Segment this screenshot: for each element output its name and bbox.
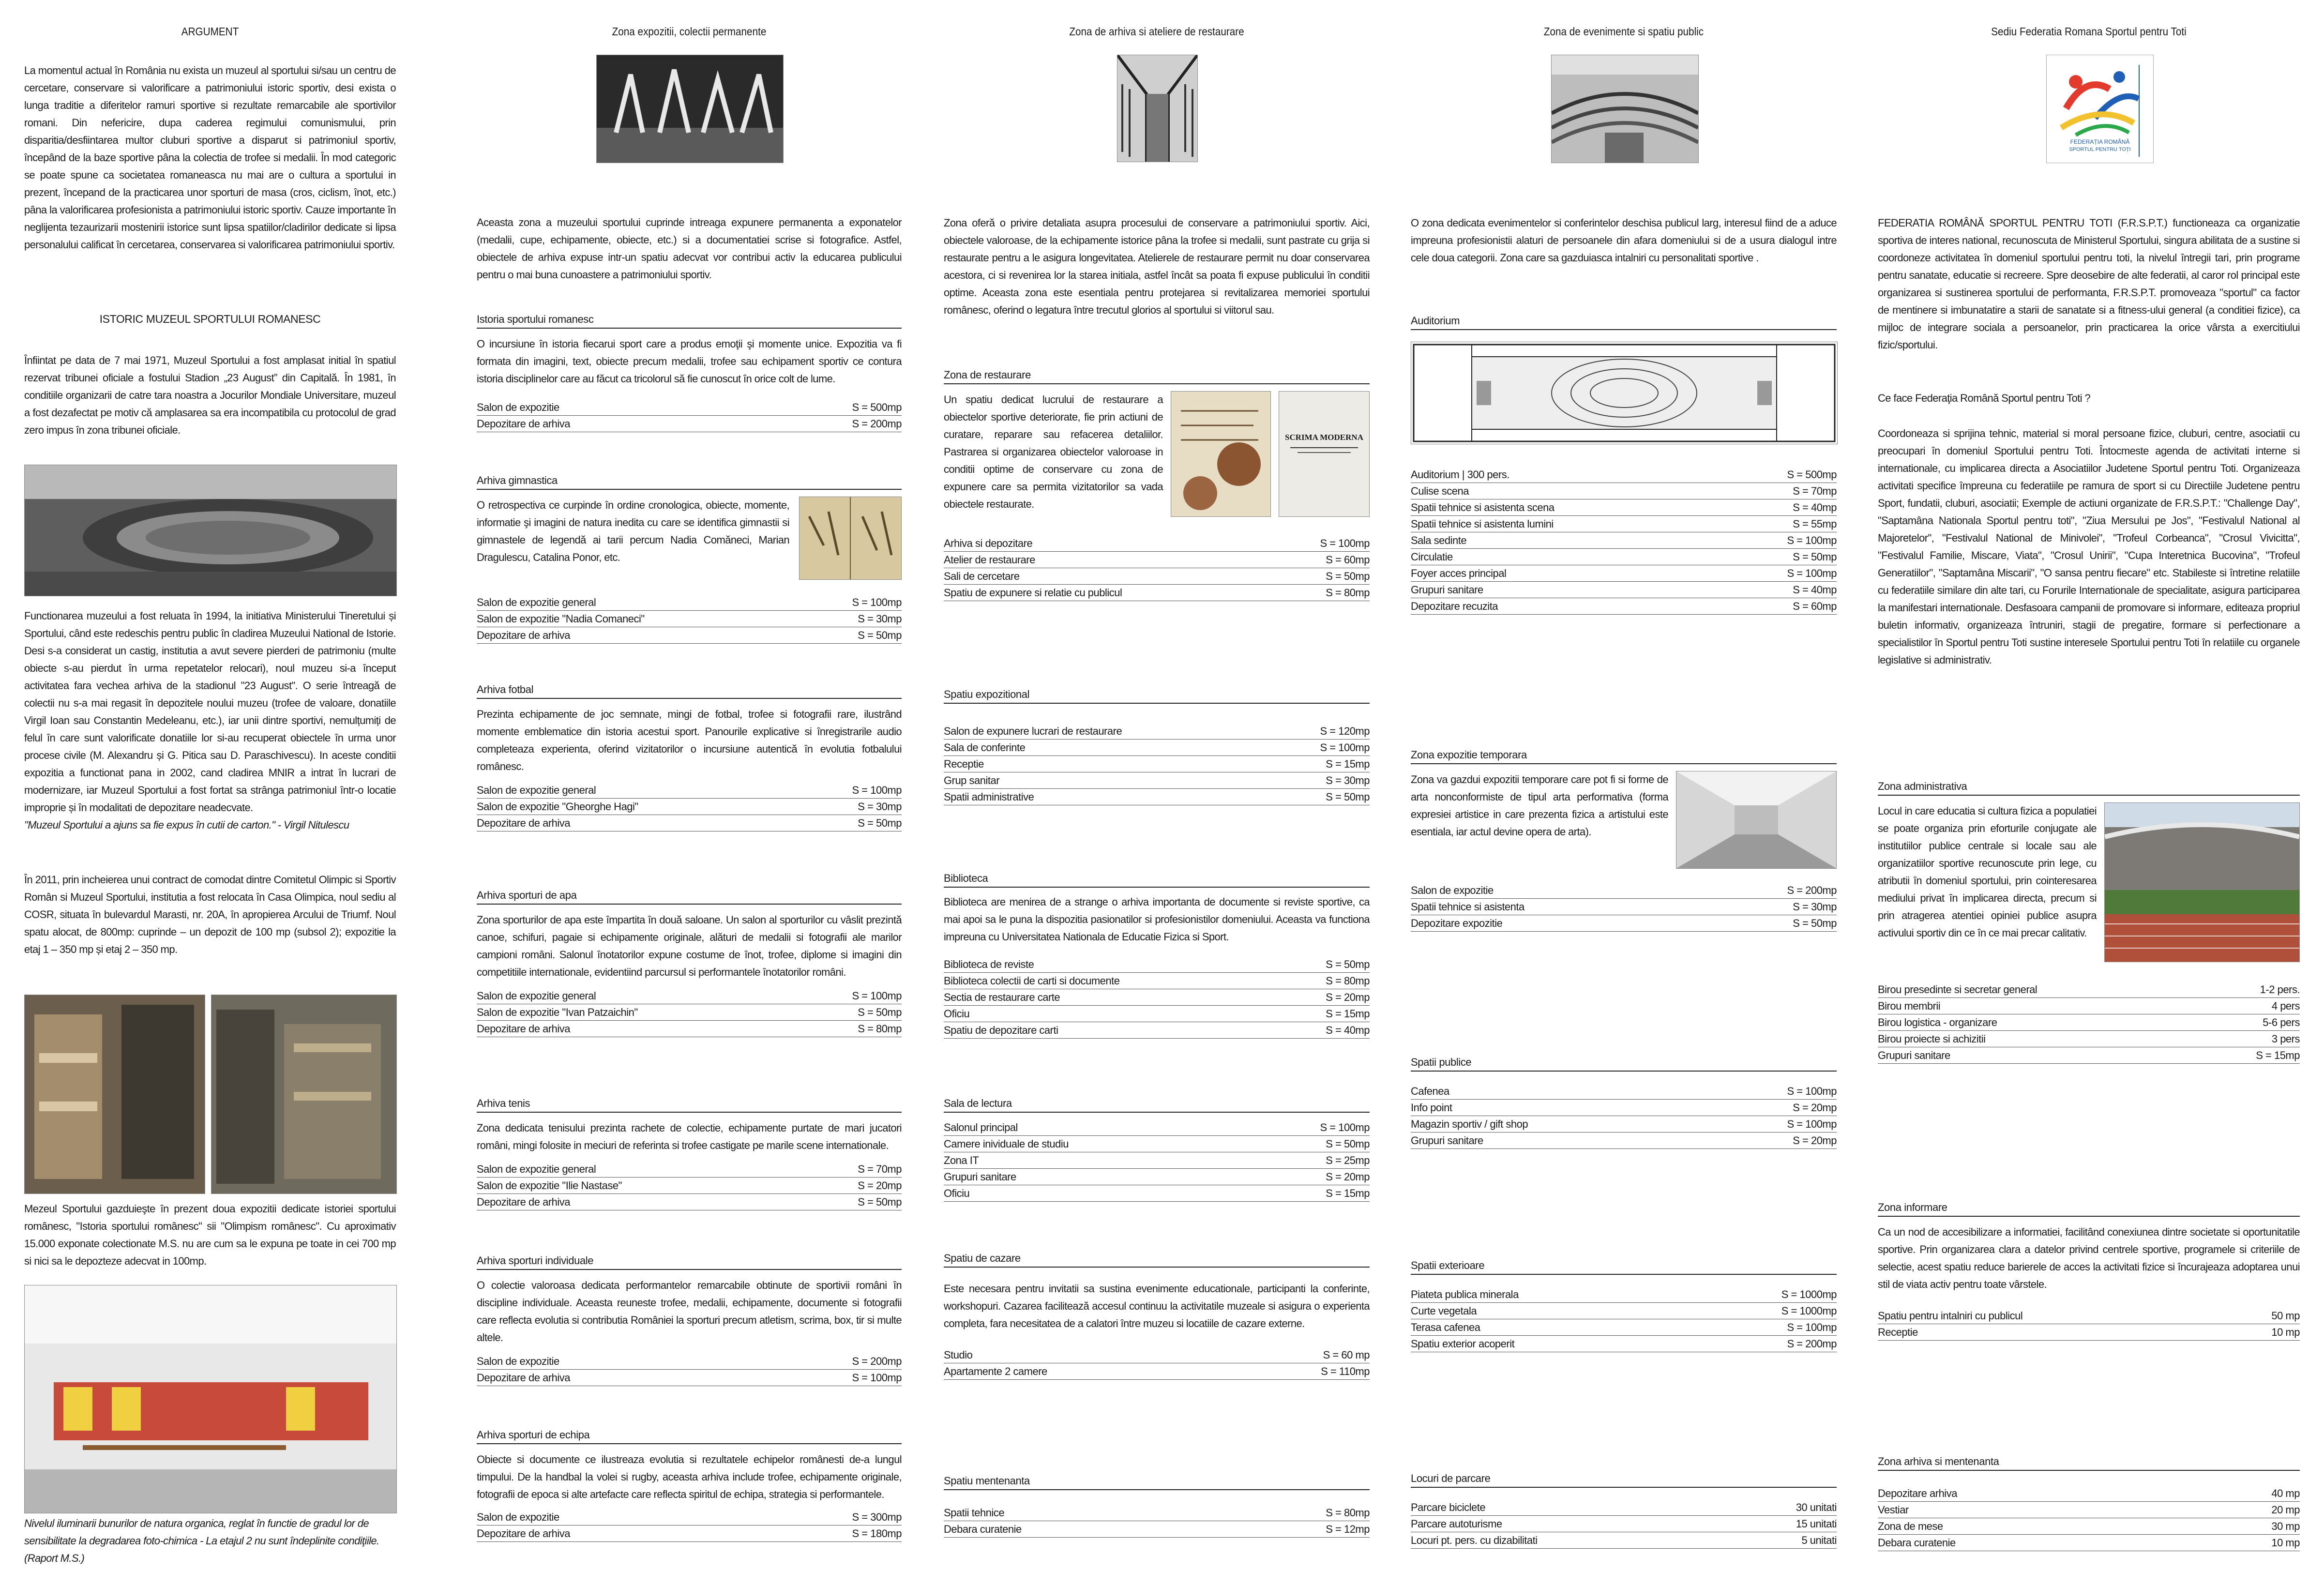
federatie-body-block — [1878, 425, 2300, 669]
photo-caption-block — [24, 1515, 396, 1567]
evenimente-intro-block — [1411, 214, 1837, 267]
federatie-question-block — [1878, 390, 2300, 407]
table-row: Spatiu de depozitare carti S = 40mp — [944, 1022, 1370, 1039]
table-row: Birou presedinte si secretar general 1-2 pers. — [1878, 982, 2300, 998]
table-row: Depozitare de arhiva S = 200mp — [477, 416, 902, 432]
logo-text-2: SPORTUL PENTRU TOȚI — [2069, 147, 2131, 152]
section-heading: Sala de lectura — [944, 1096, 1370, 1113]
area-table — [944, 1119, 1370, 1202]
section-spatiu-mentenanta — [944, 1474, 1370, 1538]
table-row: Locuri pt. pers. cu dizabilitati 5 unitati — [1411, 1532, 1837, 1549]
federatie-intro: FEDERATIA ROMÂNĂ SPORTUL PENTRU TOTI (F.R.S.P.T.) functioneaza ca organizatie sportiva de interes national, recunoscuta de Ministerul Sportului, singura abilitata de a sustine si coordoneze activitatea în domeniul sportului pentru toti, la nivelul întregii tari, prin programe pentru sanatate, educatie si recreere. Spre deosebire de alte federatii, al caror rol principal este organizarea si sustinerea sportului de performanta, F.R.S.P.T. promoveaza "sportul" ca factor de mentinere si imbunatatire a starii de sanatate si a fitness-ului general (a conditiei fizice), ca mijloc de integrare sociala a persoanelor, prin practicarea la orice vârsta a exercitiului fizic/sportului. — [1878, 217, 2300, 351]
table-row: Atelier de restaurare S = 60mp — [944, 552, 1370, 568]
column-title: Zona de arhiva si ateliere de restaurare — [1069, 25, 1244, 38]
table-row: Depozitare de arhiva S = 80mp — [477, 1021, 902, 1037]
table-row: Spatiu pentru intalniri cu publicul 50 mp — [1878, 1308, 2300, 1324]
logo-text-1: FEDERAȚIA ROMÂNĂ — [2070, 138, 2130, 145]
table-row: Salon de expunere lucrari de restaurare S = 120mp — [944, 723, 1370, 740]
table-row: Spatii tehnice si asistenta lumini S = 55mp — [1411, 516, 1837, 532]
section-arhiva-sporturi-apa — [477, 888, 902, 1037]
evenimente-intro: O zona dedicata evenimentelor si conferintelor deschisa publicul larg, interesul fiind de a aduce impreuna profesionistii alaturi de persoanele din afara domeniului si de a usura dialogul intre cele doua categorii. Zona care sa gazduiasca intalniri cu personalitati sportive . — [1411, 217, 1837, 264]
storage-photo-1 — [24, 995, 205, 1194]
section-zona-administrativa — [1878, 779, 2300, 1064]
section-heading: Auditorium — [1411, 314, 1837, 330]
section-heading: Zona arhiva si mentenanta — [1878, 1454, 2300, 1471]
section-heading: Spatiu mentenanta — [944, 1474, 1370, 1490]
table-row: Sala sedinte S = 100mp — [1411, 532, 1837, 549]
table-row: Birou proiecte si achizitii 3 pers — [1878, 1031, 2300, 1047]
gymnasts-photo — [596, 55, 784, 163]
table-row: Birou membrii 4 pers — [1878, 998, 2300, 1014]
table-row: Salon de expozitie "Gheorghe Hagi" S = 30mp — [477, 799, 902, 815]
area-table — [477, 1509, 902, 1542]
table-row: Depozitare de arhiva S = 50mp — [477, 627, 902, 644]
area-table — [1411, 1286, 1837, 1352]
table-row: Camere inividuale de studiu S = 50mp — [944, 1136, 1370, 1152]
exhibition-hall-photo — [24, 1285, 397, 1513]
table-row: Magazin sportiv / gift shop S = 100mp — [1411, 1116, 1837, 1133]
table-row: Birou logistica - organizare 5-6 pers — [1878, 1014, 2300, 1031]
section-locuri-parcare — [1411, 1471, 1837, 1549]
istoric-title: ISTORIC MUZEUL SPORTULUI ROMANESC — [99, 313, 321, 325]
section-text: Zona dedicata tenisului prezinta rachete de colectie, echipamente purtate de mari jucatori români, mingi folosite in meciuri de referinta si trofee castigate pe marile scene internationale. — [477, 1122, 902, 1151]
auditorium-plan-drawing — [1411, 342, 1838, 444]
table-row: Zona de mese 30 mp — [1878, 1518, 2300, 1535]
area-table — [477, 782, 902, 831]
table-row: Spatiu exterior acoperit S = 200mp — [1411, 1336, 1837, 1352]
istoric-block-4 — [24, 1200, 396, 1270]
storage-photo-2 — [211, 995, 397, 1194]
table-row: Oficiu S = 15mp — [944, 1006, 1370, 1022]
istoric-text-3: În 2011, prin incheierea unui contract de comodat dintre Comitetul Olimpic si Sportiv Român si Muzeul Sportului, institutia a fost relocata în Casa Olimpica, noul sediu al COSR, situata în bulevardul Marasti, nr. 20A, în apropierea Arcului de Triumf. Noul spatu alocat, de 800mp: cuprinde – un depozit de 100 mp (subsol 2); expozitie la etaj 1 – 350 mp și etaj 2 – 350 mp. — [24, 874, 396, 955]
section-arhiva-tenis — [477, 1096, 902, 1210]
section-heading: Arhiva gimnastica — [477, 473, 902, 490]
area-table — [477, 988, 902, 1037]
section-istoria-sportului — [477, 312, 902, 432]
table-row: Sala de conferinte S = 100mp — [944, 740, 1370, 756]
section-arhiva-sporturi-echipa — [477, 1428, 902, 1542]
book-title: SCRIMA MODERNA — [1285, 433, 1363, 442]
expozitii-intro: Aceasta zona a muzeului sportului cuprinde intreaga expunere permanenta a exponatelor (medalii, cupe, echipamente, obiecte, etc.) si a documentatiei scrise si fotografice. Astfel, obiectele de arhiva expuse intr-un spatiu adecvat vor contribui activ la educarea publicului pentru o mai buna cunoastere a patrimoniului sportiv. — [477, 216, 902, 281]
stadium-track-photo — [2104, 802, 2300, 962]
section-auditorium — [1411, 314, 1837, 615]
table-row: Debara curatenie 10 mp — [1878, 1535, 2300, 1551]
argument-block — [24, 62, 396, 254]
section-arhiva-gimnastica — [477, 473, 902, 644]
section-heading: Spatii exterioare — [1411, 1258, 1837, 1275]
section-zona-informare — [1878, 1200, 2300, 1341]
archive-engraving-image — [1117, 55, 1198, 162]
section-text: Un spatiu dedicat lucrului de restaurare a obiectelor sportive deteriorate, fie prin actiuni de curatare, reparare sau refacerea detaliilor. Pastrarea si organizarea obiectelor valoroase in conditii optime de conservare cu zona de expunere care sa permita vizitatorilor sa vada obiectele restaurate. — [944, 393, 1163, 510]
table-row: Zona IT S = 25mp — [944, 1152, 1370, 1169]
section-heading: Arhiva sporturi de apa — [477, 888, 902, 905]
table-row: Spatii administrative S = 50mp — [944, 789, 1370, 805]
gymnastics-book-photo — [799, 497, 902, 580]
expozitii-intro-block — [477, 214, 902, 284]
table-row: Depozitare de arhiva S = 50mp — [477, 1194, 902, 1210]
section-heading: Arhiva fotbal — [477, 682, 902, 699]
table-row: Arhiva si depozitare S = 100mp — [944, 535, 1370, 552]
istoric-block-1 — [24, 352, 396, 439]
column-title: ARGUMENT — [181, 25, 239, 38]
federatie-question: Ce face Federaţia Română Sportul pentru Toti ? — [1878, 392, 2091, 404]
area-table — [477, 399, 902, 432]
section-arhiva-sporturi-individuale — [477, 1254, 902, 1386]
section-heading: Zona de restaurare — [944, 368, 1370, 384]
area-table — [944, 535, 1370, 601]
table-row: Auditorium | 300 pers. S = 500mp — [1411, 467, 1837, 483]
table-row: Piateta publica minerala S = 1000mp — [1411, 1286, 1837, 1303]
area-table — [944, 956, 1370, 1039]
table-row: Spatii tehnice si asistenta scena S = 40mp — [1411, 499, 1837, 516]
table-row: Vestiar 20 mp — [1878, 1502, 2300, 1518]
area-table — [477, 594, 902, 644]
table-row: Spatiu de expunere si relatie cu publicul S = 80mp — [944, 585, 1370, 601]
istoric-block-2 — [24, 607, 396, 834]
section-heading: Biblioteca — [944, 871, 1370, 888]
table-row: Salon de expozitie S = 200mp — [477, 1353, 902, 1370]
table-row: Biblioteca de reviste S = 50mp — [944, 956, 1370, 973]
section-text: Prezinta echipamente de joc semnate, mingi de fotbal, trofee si fotografii rare, ilustrând momente emblematice din istoria acestui sport. Panourile explicative si înregistrarile audio completeaza experienta, oferind vizitatorilor o incursiune autentică în evolutia fotbalului românesc. — [477, 708, 902, 772]
table-row: Salon de expozitie "Ilie Nastase" S = 20mp — [477, 1178, 902, 1194]
area-table — [1878, 1308, 2300, 1341]
table-row: Depozitare recuzita S = 60mp — [1411, 598, 1837, 615]
istoric-block-3 — [24, 871, 396, 958]
area-table — [1411, 467, 1837, 615]
section-text: Zona sporturilor de apa este împartita în două saloane. Un salon al sporturilor cu vâslit prezintă canoe, schifuri, pagaie si echipamente originale, alături de medalii si fotografii ale marilor campioni români. Salonul înotatorilor expune costume de înot, trofee, diplome si imagini din competitiile internationale, evidentiind parcursul si performantele înotatorilor români. — [477, 914, 902, 978]
section-heading: Arhiva tenis — [477, 1096, 902, 1113]
arhiva-intro-block — [944, 214, 1370, 319]
section-text: Este necesara pentru invitatii sa sustina evenimente educationale, participanti la conferinte, workshopuri. Cazarea facilitează accesul continuu la activitatile muzeale si asigura o experienta completa, fara necesitatea de a calatori între muzeu si locatiile de cazare externe. — [944, 1283, 1370, 1329]
section-text: Locul in care educatia si cultura fizica a populatiei se poate organiza prin eforturile conjugate ale institutiilor publice centrale si locale sau ale organizatiilor sportive recunoscute prin lege, cu atributii în domeniul sportului, prin cointeresarea mediului privat în implicarea directa, precum si prin atragerea atentiei opiniei publice asupra activului sportiv din ce în ce mai precar calitativ. — [1878, 805, 2097, 939]
column-arhiva — [944, 0, 1370, 1586]
table-row: Foyer acces principal S = 100mp — [1411, 565, 1837, 582]
table-row: Depozitare de arhiva S = 50mp — [477, 815, 902, 831]
section-text: Obiecte si documente ce ilustreaza evolutia si rezultatele echipelor românesti de-a lungul timpului. De la handbal la volei si rugby, aceasta arhiva include trofee, echipamente originale, fotografii de epoca si alte artefacte care reflecta spiritul de echipa, strategia si performantele. — [477, 1453, 902, 1500]
table-row: Info point S = 20mp — [1411, 1100, 1837, 1116]
table-row: Salon de expozitie general S = 70mp — [477, 1161, 902, 1178]
table-row: Depozitare de arhiva S = 180mp — [477, 1526, 902, 1542]
section-text: O colectie valoroasa dedicata performantelor remarcabile obtinute de sportivii români în discipline individuale. Aceasta reuneste trofee, medalii, echipamente, documente si fotografii care reflecta evolutia si contributia României la sporturi precum atletism, scrima, box, tir si multe altele. — [477, 1279, 902, 1344]
area-table — [1411, 1499, 1837, 1549]
table-row: Salon de expozitie S = 300mp — [477, 1509, 902, 1526]
area-table — [944, 1347, 1370, 1380]
photo-caption: Nivelul iluminarii bunurilor de natura organica, reglat în functie de gradul lor de sensibilitate la degradarea foto-chimica - La etajul 2 nu sunt îndeplinite condiţiile. (Raport M.S.) — [24, 1517, 379, 1564]
area-table — [944, 1505, 1370, 1538]
table-row: Apartamente 2 camere S = 110mp — [944, 1363, 1370, 1380]
section-text: Biblioteca are menirea de a strange o arhiva importanta de documente si reviste sportive, ca mai apoi sa le puna la dispozitia pasionatilor si profesionistilor domeniului. Aceasta va functiona impreuna cu Universitatea Nationala de Educatie Fizica si Sport. — [944, 896, 1370, 943]
section-heading: Arhiva sporturi de echipa — [477, 1428, 902, 1444]
table-row: Grupuri sanitare S = 40mp — [1411, 582, 1837, 598]
table-row: Terasa cafenea S = 100mp — [1411, 1319, 1837, 1336]
area-table — [944, 723, 1370, 805]
table-row: Parcare autoturisme 15 unitati — [1411, 1516, 1837, 1532]
table-row: Salon de expozitie general S = 100mp — [477, 594, 902, 611]
stadium-photo — [24, 465, 397, 596]
table-row: Grupuri sanitare S = 20mp — [1411, 1133, 1837, 1149]
federatie-body: Coordoneaza si sprijina tehnic, material si moral persoane fizice, cluburi, centre, asociatii cu preocupari în domeniul Sportului pentru Toti. Întocmeste agenda de activitati interne si internationale, cu implicarea directa a Asociatiilor Judetene Sportul pentru Toti. Organizeaza activitati specifice împreuna cu federatiile pe ramura de sport si cu Directiile Judetene pentru Sport, fundatii, cluburi, asociatii; Exemple de actiuni organizate de F.R.S.P.T.: "Challenge Day", "Saptamâna Nationala Sportul pentru toti", "Ziua Mersului pe Jos", "Festivalul National al Majoretelor", "Festivalul National de Minivolei", "Trofeul Corbeanca", "Crosul Vivicitta", "Festivalul Familie, Miscare, Viata", "Crosul Unirii", "Cupa Interetnica Bucovina", "Trofeul Generatiilor", "Saptamâna Miscarii", "O sansa pentru fiecare" etc. Stabileste si întretine relatiile cu federatiile similare din alte tari, cu Forurile Internationale de specialitate, asigura participarea la manifestari internationale. Desfasoara campanii de promovare si informare, editeaza propriul buletin informativ, organizeaza întruniri, stagii de pregatire, formare si perfectionare a specialistilor în Sportul pentru Toti sustine interesele Sportului pentru Toti în relatiile cu organele legislative si administrativ. — [1878, 427, 2300, 666]
section-heading: Zona administrativa — [1878, 779, 2300, 796]
section-zona-restaurare — [944, 368, 1370, 601]
table-row: Salon de expozitie S = 500mp — [477, 399, 902, 416]
istoric-text-4: Mezeul Sportului gazduieşte în prezent doua expozitii dedicate istoriei sportului românesc, "Istoria sportului românesc" sii "Olimpism românesc". Cu aproximativ 15.000 exponate colectionate M.S. nu are cum sa le expuna pe toate in cei 700 mp si nici sa le depozteze adecvat in 100mp. — [24, 1203, 396, 1267]
table-row: Depozitare de arhiva S = 100mp — [477, 1370, 902, 1386]
scrima-moderna-book-photo — [1279, 391, 1370, 517]
table-row: Cafenea S = 100mp — [1411, 1083, 1837, 1100]
column-evenimente — [1411, 0, 1837, 1586]
amphitheatre-engraving — [1551, 55, 1699, 163]
table-row: Debara curatenie S = 12mp — [944, 1521, 1370, 1538]
argument-text: La momentul actual în România nu exista un muzeul al sportului si/sau un centru de cercetare, conservare si valorificare a patrimoniului istoric sportiv, desi exista o lunga traditie a diferitelor ramuri sportive si rezultate remarcabile ale sportivilor romani. Din nefericire, dupa caderea regimului comunismului, prin disparitia/desfiintarea multor cluburi sportive a disparut si patrimoniul sportiv, începând de la baze sportive pâna la colectia de trofee si medalii. În mod categoric se poate spune ca societatea romaneasca nu mai are o cultura a sportului in prezent, începand de la practicarea unor sporturi de masa (cros, ciclism, înot, etc.) pâna la valorificarea profesionista a patrimoniului istoric sportiv. Cauze importante în neglijenta tezaurizarii mostenirii istorice sunt lipsa spatiilor/cladirilor dedicate si lipsa personalului calificat în cercetarea, conservarea si valorificarea patrimoniului sportiv. — [24, 64, 396, 251]
section-spatii-publice — [1411, 1055, 1837, 1149]
table-row: Salon de expozitie general S = 100mp — [477, 988, 902, 1004]
table-row: Sali de cercetare S = 50mp — [944, 568, 1370, 585]
section-text: Ca un nod de accesibilizare a informatiei, facilitând conexiunea dintre societate si oportunitatile sportive. Prin organizarea clara a datelor privind centrele sportive, programele si criteriile de selectie, acest spatiu reduce barierele de acces la activitati fizice si încurajeaza adoptarea unui stil de viata activ pentru toate vârstele. — [1878, 1226, 2300, 1290]
table-row: Biblioteca colectii de carti si documente S = 80mp — [944, 973, 1370, 989]
section-sala-lectura — [944, 1096, 1370, 1202]
table-row: Spatii tehnice S = 80mp — [944, 1505, 1370, 1521]
area-table — [477, 1353, 902, 1386]
area-table — [1878, 1485, 2300, 1551]
federatie-intro-block — [1878, 214, 2300, 354]
table-row: Studio S = 60 mp — [944, 1347, 1370, 1363]
column-title: Zona de evenimente si spatiu public — [1543, 25, 1704, 38]
section-zona-arhiva-mentenanta — [1878, 1454, 2300, 1551]
table-row: Depozitare expozitie S = 50mp — [1411, 915, 1837, 932]
gallery-interior-photo — [1676, 771, 1837, 869]
area-table — [1878, 982, 2300, 1064]
section-heading: Locuri de parcare — [1411, 1471, 1837, 1488]
section-spatii-exterioare — [1411, 1258, 1837, 1352]
old-document-photo — [1171, 391, 1271, 517]
table-row: Parcare biciclete 30 unitati — [1411, 1499, 1837, 1516]
section-expozitie-temporara — [1411, 748, 1837, 932]
section-text: Zona va gazdui expozitii temporare care pot fi si forme de arta nonconformiste de tipul arta performativa (forma expresiei artistice in care prezenta fizica a artistului este esentiala, iar actul devine opera de arta). — [1411, 773, 1668, 838]
table-row: Curte vegetala S = 1000mp — [1411, 1303, 1837, 1319]
frspt-logo — [2046, 55, 2154, 163]
table-row: Receptie 10 mp — [1878, 1324, 2300, 1341]
section-heading: Zona informare — [1878, 1200, 2300, 1217]
table-row: Culise scena S = 70mp — [1411, 483, 1837, 499]
section-heading: Spatiu expozitional — [944, 687, 1370, 704]
column-title: Sediu Federatia Romana Sportul pentru Toti — [1991, 25, 2187, 38]
table-row: Spatii tehnice si asistenta S = 30mp — [1411, 899, 1837, 915]
section-text: O retrospectiva ce curpinde în ordine cronologica, obiecte, momente, informatie şi imagini de natura inedita cu care se identifica gimnastii si gimnastele de legendă ai tarii percum Nadia Comăneci, Marian Dragulescu, Catalina Ponor, etc. — [477, 499, 789, 563]
table-row: Grupuri sanitare S = 15mp — [1878, 1047, 2300, 1064]
column-expozitii — [477, 0, 902, 1586]
section-heading: Spatii publice — [1411, 1055, 1837, 1072]
section-arhiva-fotbal — [477, 682, 902, 831]
table-row: Grupuri sanitare S = 20mp — [944, 1169, 1370, 1185]
column-title: Zona expozitii, colectii permanente — [612, 25, 767, 38]
istoric-text-2: Functionarea muzeului a fost reluata în 1994, la initiativa Ministerului Tineretului și Sportului, când este redeschis pentru public în cladirea Muzeului National de Istorie. Desi s-a considerat un castig, institutia a avut severe pierderi de patrimoniu (multe obiecte s-au pierdut în urma repetatelor relocari), noul muzeu si-a început activitatea fara vechea arhiva de la stadionul "23 August". O serie întreagă de colectii nu s-a mai regasit în depozitele noului muzeu (trofee de valoare, donatiile Virgil Ioan sau Constantin Medeleanu, etc.), iar unii dintre sportivi, nemulțumiți de felul în care sunt valorificate donatiile lor si-au recuperat obiectele în urma unor procese civile (M. Alexandru și G. Pitica sau D. Paraschivescu). In aceste conditii expozitia a functionat pana in 2002, cand cladirea MNIR a intrat în lucrari de modernizare, iar Muzeul Sportului a fost fortat sa strânga patrimoniul într-o locatie improprie și în modalitati de depozitare neadecvate. — [24, 610, 396, 814]
section-biblioteca — [944, 871, 1370, 1039]
arhiva-intro: Zona oferă o privire detaliata asupra procesului de conservare a patrimoniului sportiv. Aici, obiectele valoroase, de la echipamente istorice pâna la trofee si medalii, sunt pastrate cu grija si restaurate pentru a le asigura longevitatea. Atelierele de restaurare permit nu doar conservarea acestora, ci si revenirea lor la starea initiala, astfel încât sa poata fi expuse publicului în conditii optime. Aceasta zona este esentiala pentru protejarea si revitalizarea memoriei sportului românesc, oferind o legatura între trecutul glorios al sportului si viitorul sau. — [944, 217, 1370, 316]
table-row: Oficiu S = 15mp — [944, 1185, 1370, 1202]
table-row: Salon de expozitie "Ivan Patzaichin" S = 50mp — [477, 1004, 902, 1021]
section-heading: Spatiu de cazare — [944, 1251, 1370, 1268]
column-argument — [24, 0, 396, 1586]
istoric-quote: "Muzeul Sportului a ajuns sa fie expus în cutii de carton." - Virgil Nitulescu — [24, 819, 349, 831]
column-federatie — [1878, 0, 2300, 1586]
table-row: Circulatie S = 50mp — [1411, 549, 1837, 565]
section-text: O incursiune în istoria fiecarui sport care a produs emoţii şi momente unice. Expozitia va fi formata din imagini, text, obiecte precum medalii, trofee sau echipament sportiv ce contura istoria disciplinelor care au făcut ca tricolorul să fie cunoscut în orice colt de lume. — [477, 338, 902, 385]
table-row: Sectia de restaurare carte S = 20mp — [944, 989, 1370, 1006]
table-row: Salon de expozitie S = 200mp — [1411, 882, 1837, 899]
table-row: Salonul principal S = 100mp — [944, 1119, 1370, 1136]
area-table — [1411, 882, 1837, 932]
table-row: Receptie S = 15mp — [944, 756, 1370, 772]
table-row: Grup sanitar S = 30mp — [944, 772, 1370, 789]
area-table — [477, 1161, 902, 1210]
section-heading: Istoria sportului romanesc — [477, 312, 902, 329]
area-table — [1411, 1083, 1837, 1149]
section-spatiu-cazare — [944, 1251, 1370, 1380]
table-row: Salon de expozitie general S = 100mp — [477, 782, 902, 799]
istoric-text-1: Înfiintat pe data de 7 mai 1971, Muzeul Sportului a fost amplasat initial în spatiul rezervat tribunei oficiale a fostului Stadion „23 August” din Capitală. În 1981, în conditiile organizarii de catre tara noastra a Jocurilor Mondiale Universitare, muzeul a fost dezafectat pe motiv că amplasarea sa era incompatibila cu protocolul de grad zero impus în zona tribunei oficiale. — [24, 354, 396, 436]
section-heading: Arhiva sporturi individuale — [477, 1254, 902, 1270]
section-heading: Zona expozitie temporara — [1411, 748, 1837, 764]
table-row: Salon de expozitie "Nadia Comaneci" S = 30mp — [477, 611, 902, 627]
table-row: Depozitare arhiva 40 mp — [1878, 1485, 2300, 1502]
section-spatiu-expozitional — [944, 687, 1370, 805]
